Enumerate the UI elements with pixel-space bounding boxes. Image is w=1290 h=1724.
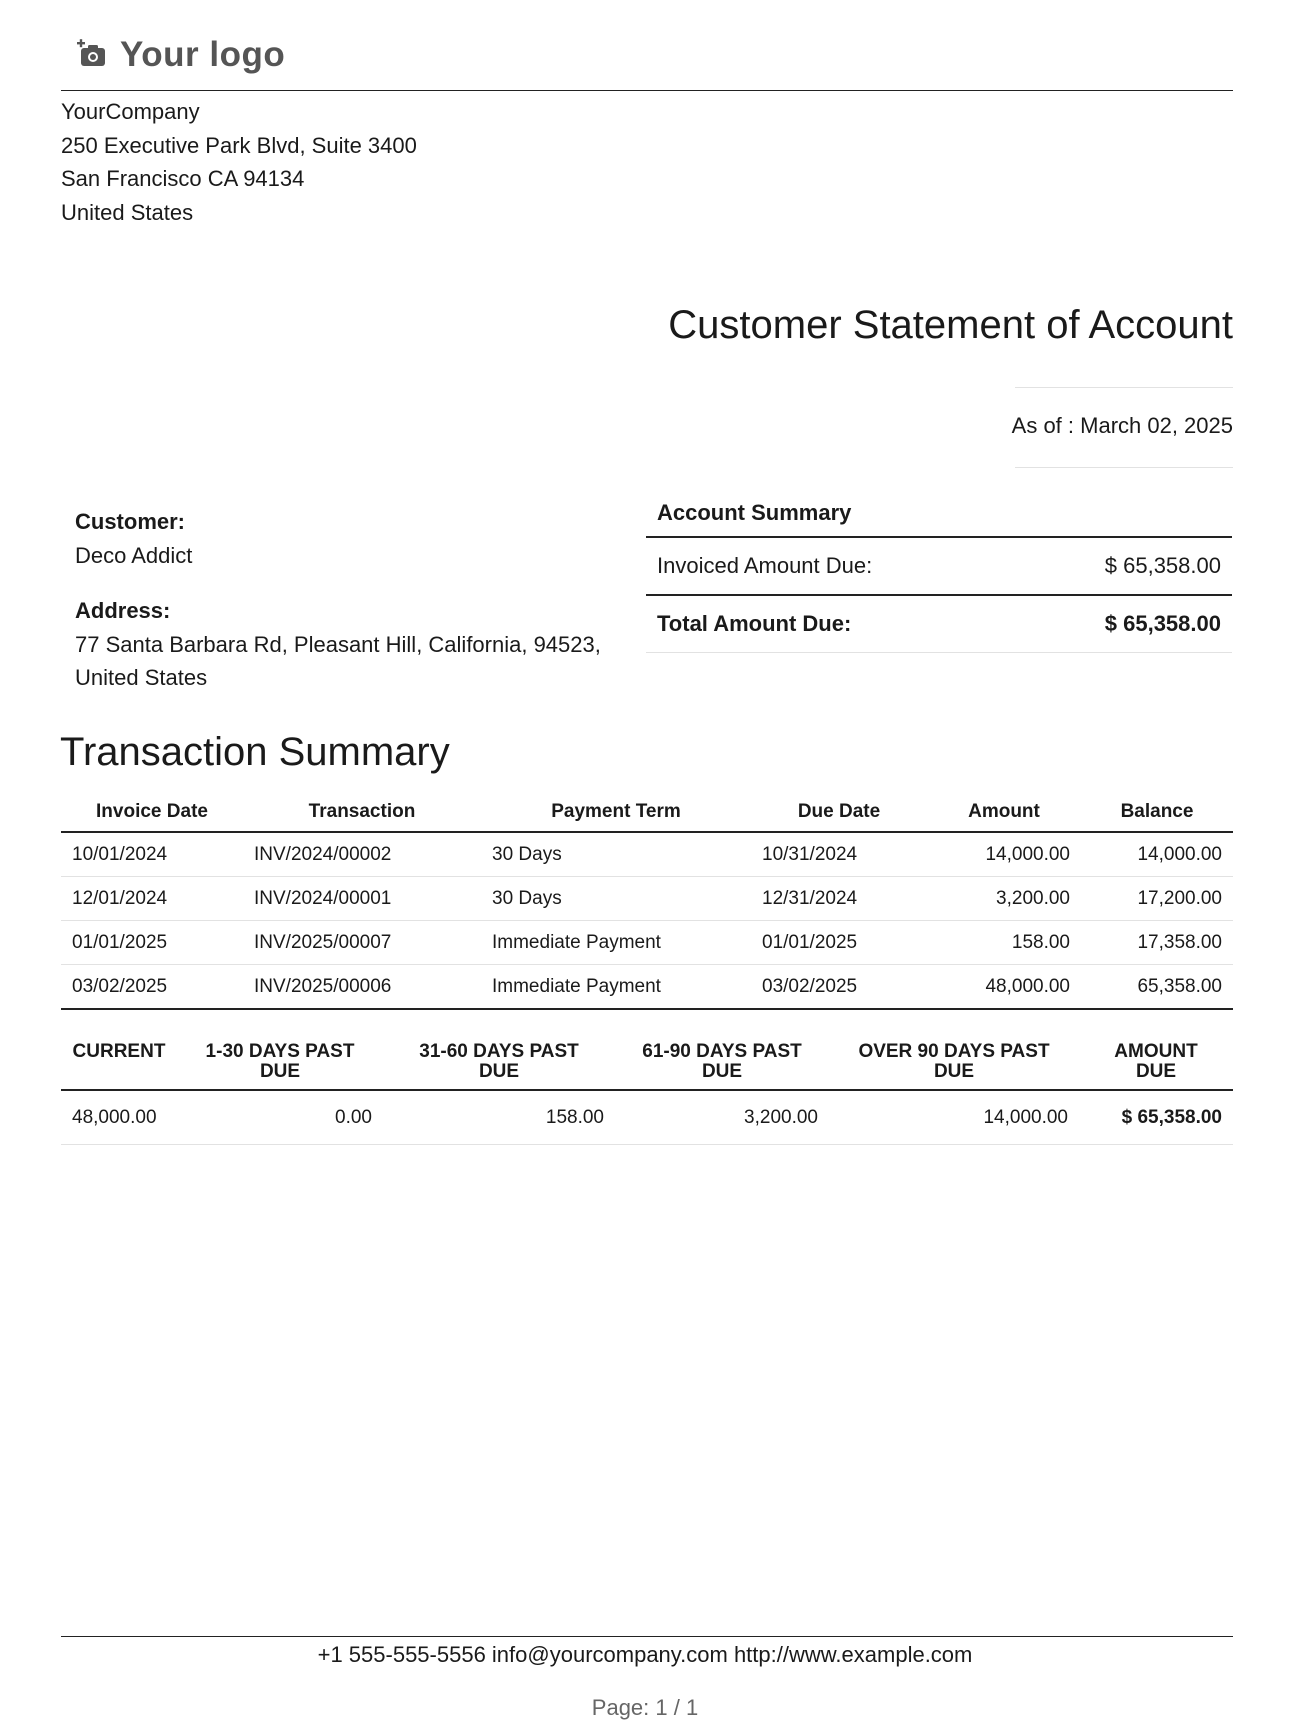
address-line-2: United States — [75, 665, 208, 690]
cell-payment-term: Immediate Payment — [481, 965, 751, 1010]
col-current — [61, 1028, 177, 1090]
company-country: United States — [61, 199, 194, 225]
invoiced-amount-value: $ 65,358.00 — [1104, 553, 1221, 578]
aging-values-row — [61, 1090, 1233, 1145]
col-31-60-days-line-2: DUE — [478, 1061, 520, 1082]
aging-header-row — [61, 1028, 1233, 1090]
col-payment-term: Payment Term — [481, 793, 751, 832]
cell-transaction: INV/2024/00001 — [243, 877, 481, 921]
aging-amount-due-value: $ 65,358.00 — [1079, 1090, 1233, 1145]
col-31-60-days-line-1: 31-60 DAYS PAST — [419, 1041, 579, 1062]
document-title: Customer Statement of Account — [668, 303, 1233, 347]
col-over-90-days-line-1: OVER 90 DAYS PAST — [858, 1041, 1050, 1062]
table-row — [61, 965, 1233, 1010]
cell-balance: 65,358.00 — [1081, 965, 1233, 1010]
account-summary — [646, 498, 1232, 653]
invoiced-amount-label: Invoiced Amount Due: — [657, 553, 873, 578]
company-name: YourCompany — [61, 99, 200, 124]
footer-divider — [61, 1636, 1233, 1637]
invoiced-amount-row — [646, 538, 1232, 596]
address-label: Address: — [75, 598, 171, 623]
aging-31-60-value: 158.00 — [383, 1090, 615, 1145]
col-amount-due-line-1: AMOUNT — [1114, 1041, 1198, 1062]
col-balance: Balance — [1081, 793, 1233, 832]
cell-balance: 14,000.00 — [1081, 832, 1233, 877]
header-divider — [61, 90, 1233, 91]
transaction-header-row — [61, 793, 1233, 832]
col-31-60-days — [383, 1028, 615, 1090]
col-61-90-days — [615, 1028, 829, 1090]
aging-over-90-value: 14,000.00 — [829, 1090, 1079, 1145]
total-amount-value: $ 65,358.00 — [1104, 611, 1221, 636]
cell-due-date: 01/01/2025 — [751, 921, 927, 965]
aging-current-value: 48,000.00 — [61, 1090, 177, 1145]
cell-balance: 17,358.00 — [1081, 921, 1233, 965]
col-over-90-days-line-2: DUE — [933, 1061, 975, 1082]
col-current-label: CURRENT — [72, 1041, 166, 1062]
total-amount-label: Total Amount Due: — [657, 611, 852, 636]
cell-payment-term: 30 Days — [481, 877, 751, 921]
cell-amount: 48,000.00 — [927, 965, 1081, 1010]
as-of-date: As of : March 02, 2025 — [1011, 413, 1233, 438]
cell-invoice-date: 03/02/2025 — [61, 965, 243, 1010]
cell-transaction: INV/2025/00006 — [243, 965, 481, 1010]
camera-plus-icon — [76, 38, 110, 72]
as-of-block — [1011, 387, 1233, 468]
cell-invoice-date: 12/01/2024 — [61, 877, 243, 921]
col-due-date: Due Date — [751, 793, 927, 832]
cell-payment-term: 30 Days — [481, 832, 751, 877]
col-transaction: Transaction — [243, 793, 481, 832]
cell-balance: 17,200.00 — [1081, 877, 1233, 921]
col-amount: Amount — [927, 793, 1081, 832]
col-1-30-days-line-1: 1-30 DAYS PAST — [205, 1041, 355, 1062]
footer-contact: +1 555-555-5556 info@yourcompany.com http://www.example.com — [317, 1642, 973, 1667]
cell-due-date: 12/31/2024 — [751, 877, 927, 921]
cell-invoice-date: 10/01/2024 — [61, 832, 243, 877]
cell-transaction: INV/2024/00002 — [243, 832, 481, 877]
account-summary-heading: Account Summary — [646, 498, 1232, 538]
cell-due-date: 03/02/2025 — [751, 965, 927, 1010]
col-61-90-days-line-1: 61-90 DAYS PAST — [642, 1041, 802, 1062]
page-number: Page: 1 / 1 — [591, 1695, 699, 1720]
customer-label: Customer: — [75, 509, 186, 534]
customer-name: Deco Addict — [75, 542, 193, 568]
company-logo — [76, 30, 285, 80]
table-row — [61, 921, 1233, 965]
company-city: San Francisco CA 94134 — [61, 166, 305, 191]
col-1-30-days — [177, 1028, 383, 1090]
cell-transaction: INV/2025/00007 — [243, 921, 481, 965]
company-street: 250 Executive Park Blvd, Suite 3400 — [61, 132, 417, 158]
col-61-90-days-line-2: DUE — [701, 1061, 743, 1082]
cell-invoice-date: 01/01/2025 — [61, 921, 243, 965]
cell-amount: 14,000.00 — [927, 832, 1081, 877]
col-amount-due-line-2: DUE — [1135, 1061, 1177, 1082]
transaction-table — [61, 793, 1233, 1010]
transaction-summary-title: Transaction Summary — [60, 730, 450, 774]
table-row — [61, 832, 1233, 877]
address-line-1: 77 Santa Barbara Rd, Pleasant Hill, California, 94523, — [75, 631, 601, 657]
logo-text: Your logo — [120, 35, 286, 74]
total-amount-row — [646, 596, 1232, 653]
cell-amount: 3,200.00 — [927, 877, 1081, 921]
cell-due-date: 10/31/2024 — [751, 832, 927, 877]
aging-1-30-value: 0.00 — [177, 1090, 383, 1145]
table-row — [61, 877, 1233, 921]
cell-amount: 158.00 — [927, 921, 1081, 965]
col-over-90-days — [829, 1028, 1079, 1090]
col-1-30-days-line-2: DUE — [259, 1061, 301, 1082]
aging-table — [61, 1028, 1233, 1145]
cell-payment-term: Immediate Payment — [481, 921, 751, 965]
aging-61-90-value: 3,200.00 — [615, 1090, 829, 1145]
company-address — [61, 95, 417, 229]
col-invoice-date: Invoice Date — [61, 793, 243, 832]
customer-info — [75, 505, 635, 695]
col-amount-due — [1079, 1028, 1233, 1090]
